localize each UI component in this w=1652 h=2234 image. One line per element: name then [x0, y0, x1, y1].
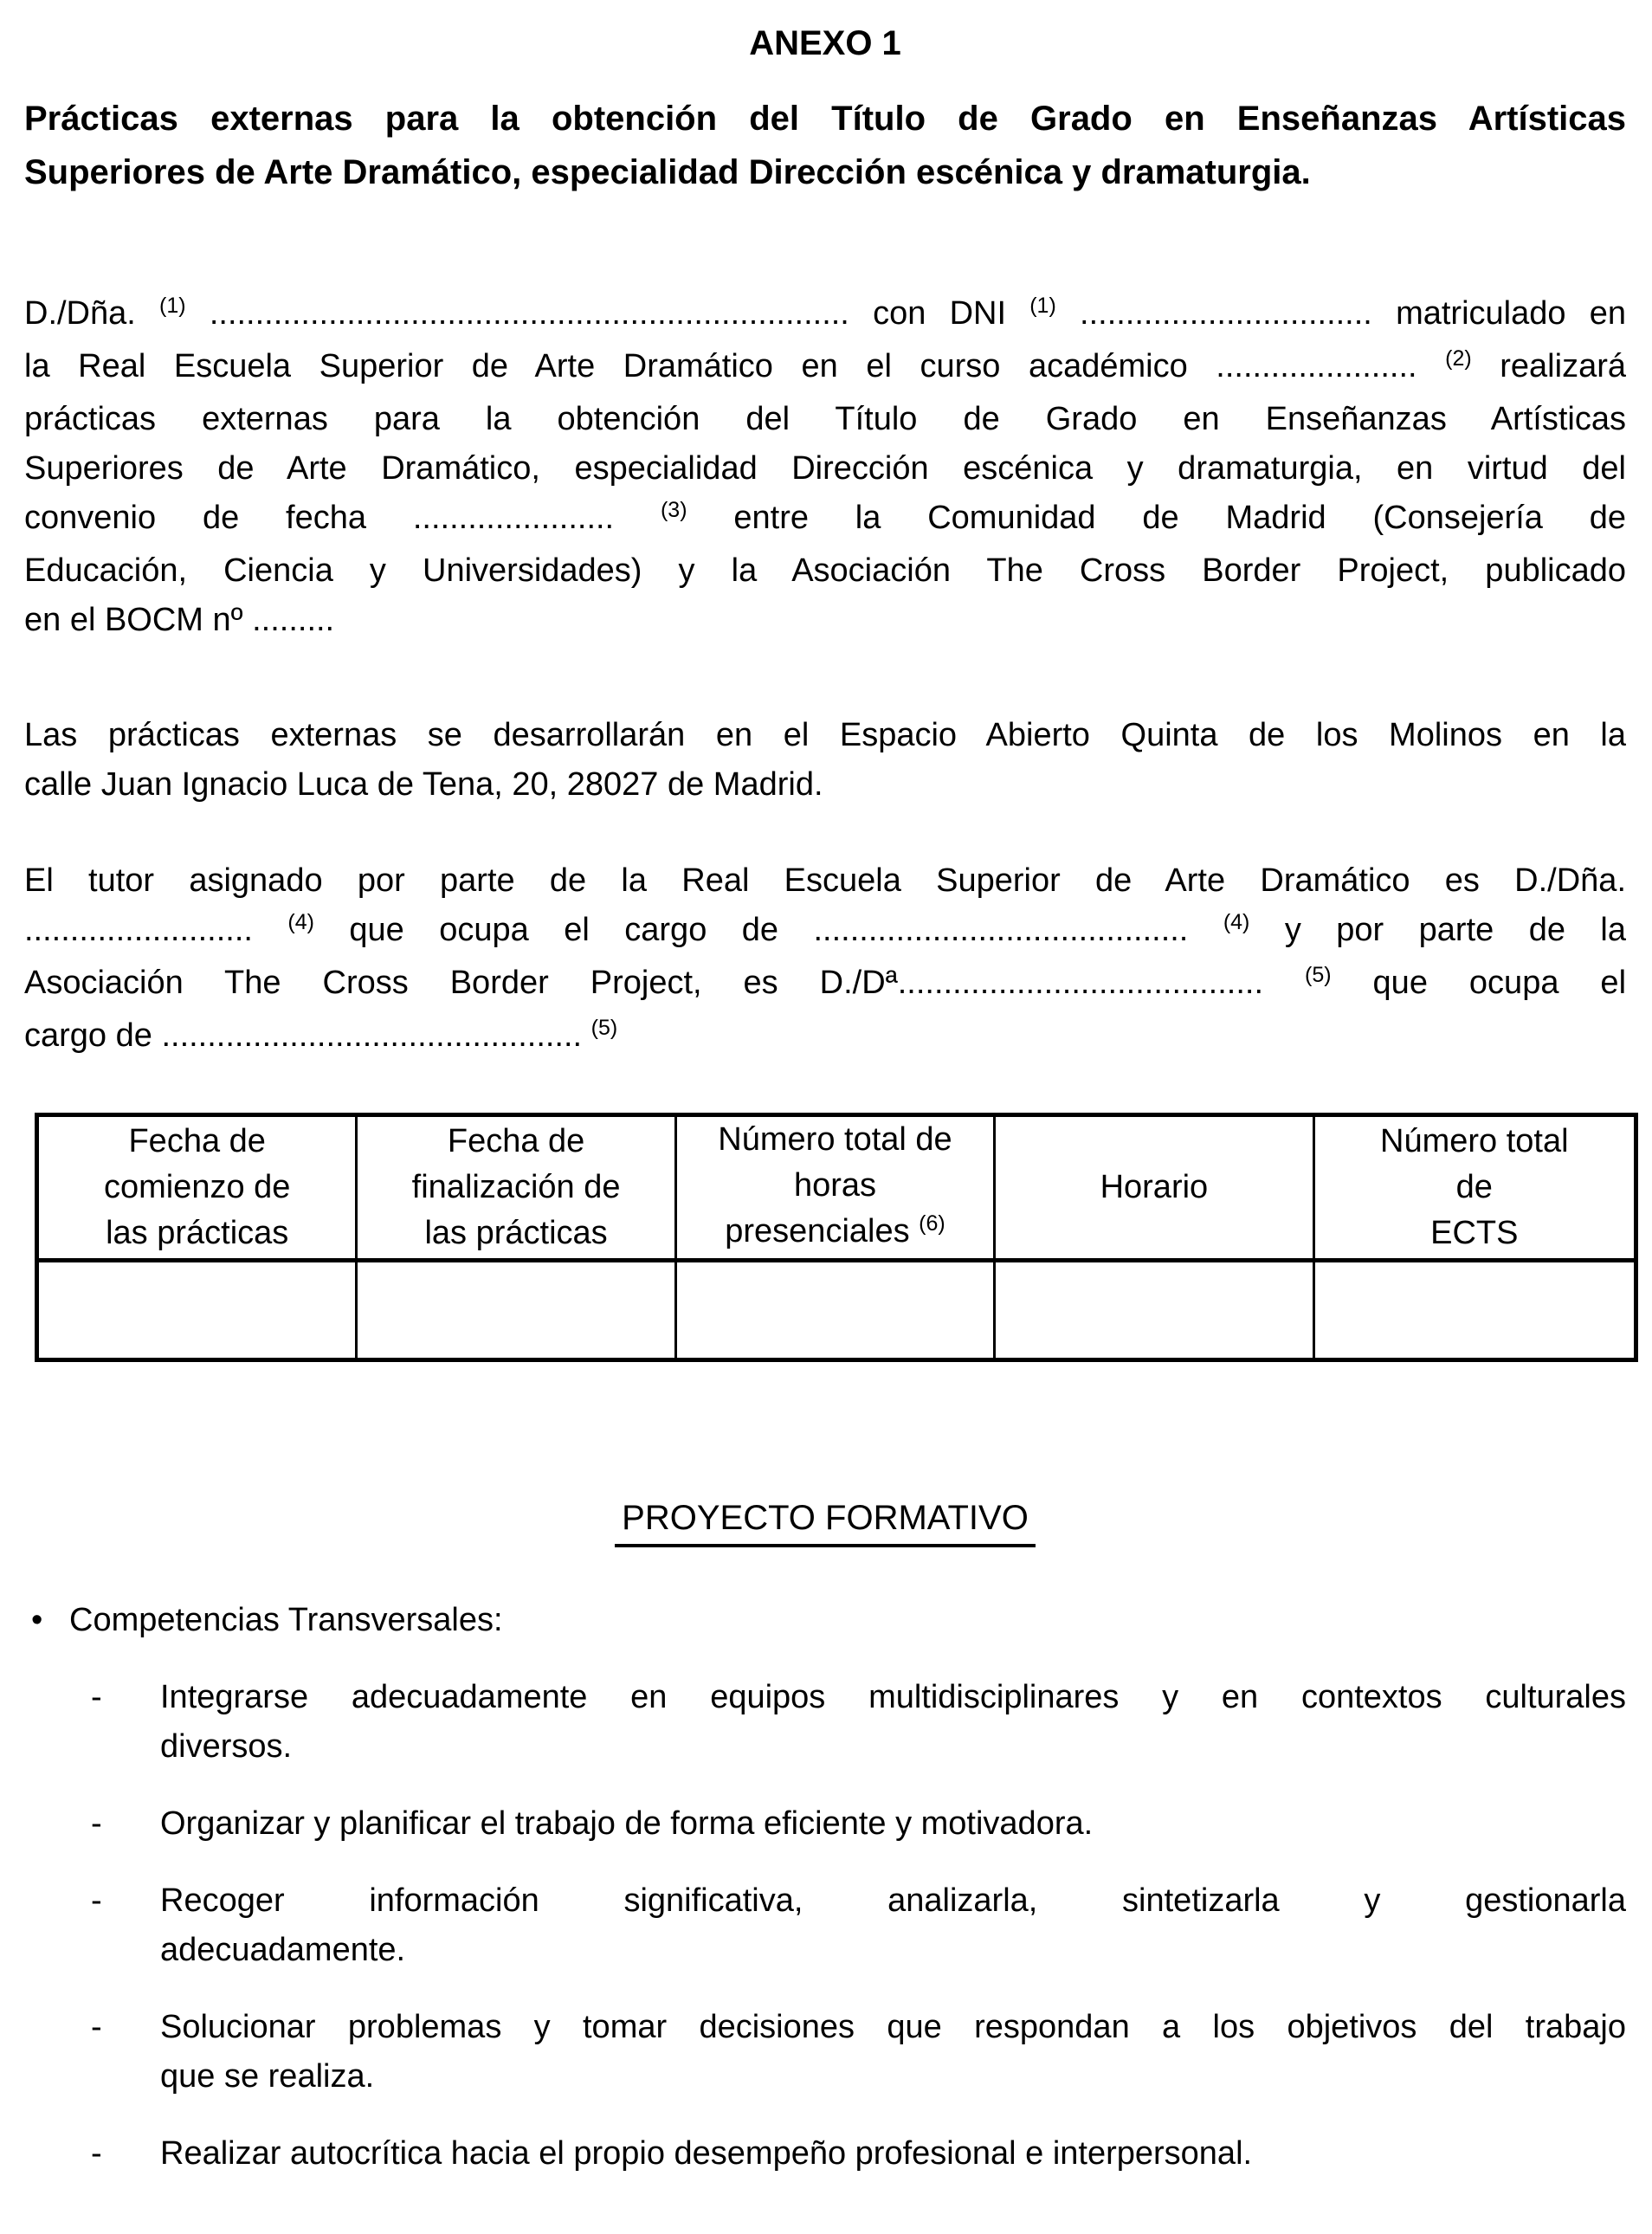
text-line: horas — [793, 1167, 877, 1204]
table-empty-cell-total-ects — [1315, 1262, 1634, 1358]
dash-icon: - — [91, 1679, 102, 1715]
text-line: D./Dña. $^{(1)}$ ...................................................................... con DNI $^{(1)}$ ................................ matriculado en — [24, 294, 1626, 332]
bullet-label: Competencias Transversales: — [69, 1602, 503, 1638]
text-line: finalización de — [411, 1169, 621, 1205]
text-line: las prácticas — [424, 1215, 608, 1251]
dash-icon: - — [91, 1805, 102, 1842]
list-item-text — [160, 1876, 1626, 1975]
text-line: cargo de .............................................. $^{(5)}$ — [24, 1016, 618, 1054]
page-title: ANEXO 1 — [749, 24, 901, 62]
footnote-ref: (5) — [1305, 963, 1332, 987]
section-title-wrap — [24, 1499, 1626, 1547]
text-line: Realizar autocrítica hacia el propio desempeño profesional e interpersonal. — [160, 2135, 1253, 2172]
text-line: convenio de fecha ...................... $^{(3)}$ entre la Comunidad de Madrid (Consejería de — [24, 498, 1627, 536]
text-line: Número total — [1380, 1123, 1569, 1159]
text-line: Número total de — [718, 1121, 952, 1158]
competencias-list — [24, 1673, 1626, 2179]
table-header-start-date — [39, 1117, 358, 1258]
list-item-integrarse — [91, 1673, 1626, 1772]
paragraph-enrollment — [24, 289, 1626, 645]
text-line: Organizar y planificar el trabajo de forma eficiente y motivadora. — [160, 1805, 1094, 1842]
table-header-schedule — [996, 1117, 1314, 1258]
text-line: en el BOCM nº ......... — [24, 602, 335, 638]
document-heading — [24, 92, 1626, 199]
bullet-item-competencias — [24, 1596, 1626, 1645]
footnote-ref: (4) — [1223, 910, 1250, 934]
table-empty-cell-start-date — [39, 1262, 358, 1358]
footnote-ref: (1) — [1029, 294, 1056, 318]
footnote-ref: (5) — [590, 1016, 618, 1040]
text-line: la Real Escuela Superior de Arte Dramático en el curso académico ...................... $^{(2)}$ realizará — [24, 346, 1626, 384]
paragraph-tutors — [24, 856, 1626, 1064]
text-line: Fecha de — [447, 1123, 585, 1159]
text-line: Recoger información significativa, analizarla, sintetizarla y gestionarla — [160, 1882, 1626, 1919]
text-line: Fecha de — [128, 1123, 266, 1159]
text-line: adecuadamente. — [160, 1932, 406, 1968]
table-header-row — [39, 1117, 1634, 1262]
dash-icon: - — [91, 2135, 102, 2172]
text-line: calle Juan Ignacio Luca de Tena, 20, 28027 de Madrid. — [24, 766, 823, 803]
list-item-solucionar — [91, 2003, 1626, 2102]
text-line: ......................... $^{(4)}$ que ocupa el cargo de ......................................... $^{(4)}$ y por parte de la — [24, 910, 1627, 948]
text-line: las prácticas — [106, 1215, 289, 1251]
dash-icon: - — [91, 2009, 102, 2045]
list-item-text — [160, 1673, 1626, 1772]
table-header-total-hours — [677, 1117, 996, 1258]
table-header-total-ects — [1315, 1117, 1634, 1258]
text-line: Superiores de Arte Dramático, especialidad Dirección escénica y dramaturgia. — [24, 153, 1311, 191]
paragraph-location — [24, 711, 1626, 810]
text-line: diversos. — [160, 1728, 293, 1765]
practices-schedule-table — [35, 1113, 1638, 1362]
text-line: El tutor asignado por parte de la Real Escuela Superior de Arte Dramático es D./Dña. — [24, 862, 1626, 899]
text-line: de — [1455, 1169, 1493, 1205]
table-empty-row — [39, 1262, 1634, 1358]
list-item-text — [160, 1799, 1626, 1849]
bullet-icon: • — [31, 1602, 43, 1638]
list-item-autocritica — [91, 2129, 1626, 2179]
text-line: Asociación The Cross Border Project, es D./Dª........................................ $^{(5)}$ que ocupa el — [24, 963, 1627, 1001]
section-title: PROYECTO FORMATIVO — [615, 1499, 1036, 1547]
dash-icon: - — [91, 1882, 102, 1919]
text-line: prácticas externas para la obtención del Título de Grado en Enseñanzas Artísticas — [24, 401, 1626, 437]
list-item-recoger — [91, 1876, 1626, 1975]
footnote-ref: (1) — [159, 294, 186, 318]
text-line: Prácticas externas para la obtención del Título de Grado en Enseñanzas Artísticas — [24, 100, 1626, 138]
text-line: comienzo de — [103, 1169, 291, 1205]
list-item-organizar — [91, 1799, 1626, 1849]
table-empty-cell-schedule — [996, 1262, 1314, 1358]
footnote-ref: (2) — [1445, 346, 1472, 371]
table-header-end-date — [358, 1117, 676, 1258]
list-item-text — [160, 2129, 1626, 2179]
text-line: Superiores de Arte Dramático, especialidad Dirección escénica y dramaturgia, en virtud del — [24, 450, 1626, 487]
text-line: Educación, Ciencia y Universidades) y la Asociación The Cross Border Project, publicado — [24, 552, 1626, 589]
list-item-text — [160, 2003, 1626, 2102]
text-line: Las prácticas externas se desarrollarán en el Espacio Abierto Quinta de los Molinos en la — [24, 717, 1626, 753]
text-line: Integrarse adecuadamente en equipos multidisciplinares y en contextos culturales — [160, 1679, 1626, 1715]
table-empty-cell-total-hours — [677, 1262, 996, 1358]
footnote-ref: (6) — [919, 1211, 945, 1236]
text-line: Solucionar problemas y tomar decisiones que respondan a los objetivos del trabajo — [160, 2009, 1626, 2045]
text-line: Horario — [1100, 1169, 1209, 1205]
text-line: ECTS — [1430, 1215, 1519, 1251]
table-empty-cell-end-date — [358, 1262, 676, 1358]
text-line: presenciales $^{(6)}$ — [725, 1211, 945, 1249]
text-line: que se realiza. — [160, 2058, 375, 2095]
footnote-ref: (4) — [287, 910, 314, 934]
footnote-ref: (3) — [660, 498, 687, 522]
